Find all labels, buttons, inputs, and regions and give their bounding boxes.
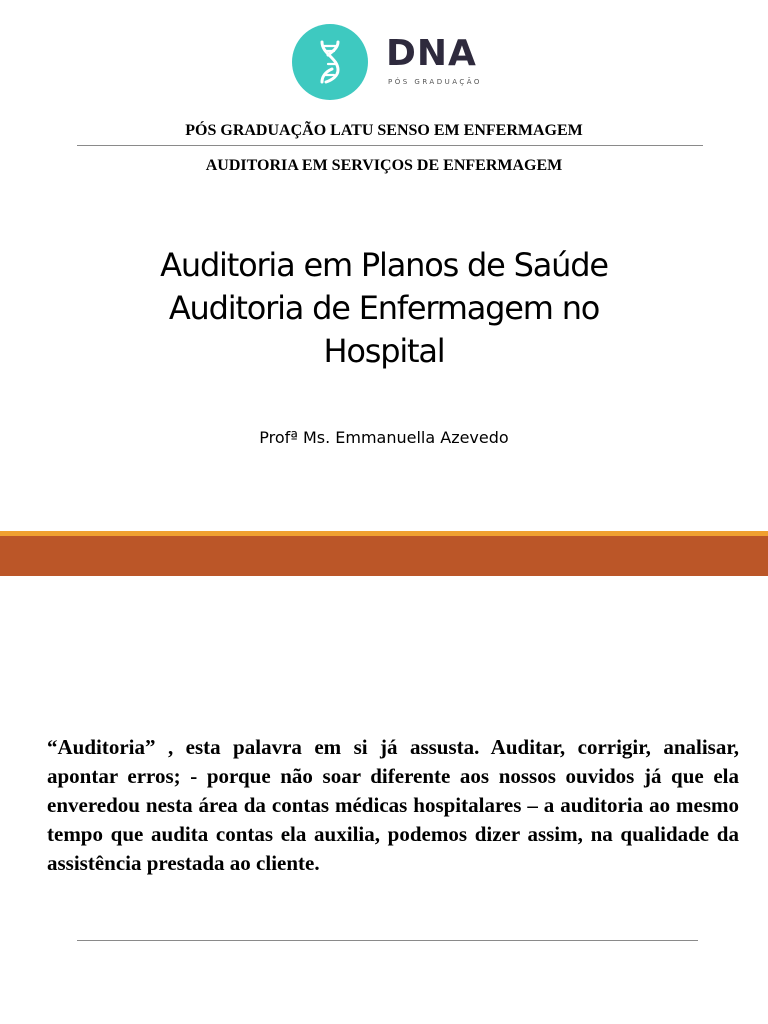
logo-circle [292, 24, 368, 100]
top-divider [77, 145, 703, 146]
module-heading: AUDITORIA EM SERVIÇOS DE ENFERMAGEM [205, 157, 563, 174]
intro-paragraph: “Auditoria” , esta palavra em si já assusta. Auditar, corrigir, analisar, apontar erros; - porque não soar diferente aos nossos ouvidos já que ela enveredou nesta área da contas médicas hospitalares – a auditoria ao mesmo tempo que audita contas ela auxilia, podemos dizer assim, na qualidade da assistência prestada ao cliente. [47, 735, 739, 875]
author-name: Profª Ms. Emmanuella Azevedo [259, 428, 509, 447]
dna-helix-icon [292, 24, 368, 100]
bottom-divider [77, 940, 698, 941]
title-line-2: Auditoria de Enfermagem no [168, 289, 600, 327]
title-line-1: Auditoria em Planos de Saúde [160, 246, 608, 284]
course-heading: PÓS GRADUAÇÃO LATU SENSO EM ENFERMAGEM [185, 122, 583, 139]
decorative-band [0, 536, 768, 576]
dna-logo [292, 24, 502, 104]
slide-title [40, 244, 728, 373]
logo-subtitle: PÓS GRADUAÇÃO [388, 78, 482, 86]
logo-wordmark: DNA [386, 33, 477, 74]
title-line-3: Hospital [323, 332, 445, 370]
